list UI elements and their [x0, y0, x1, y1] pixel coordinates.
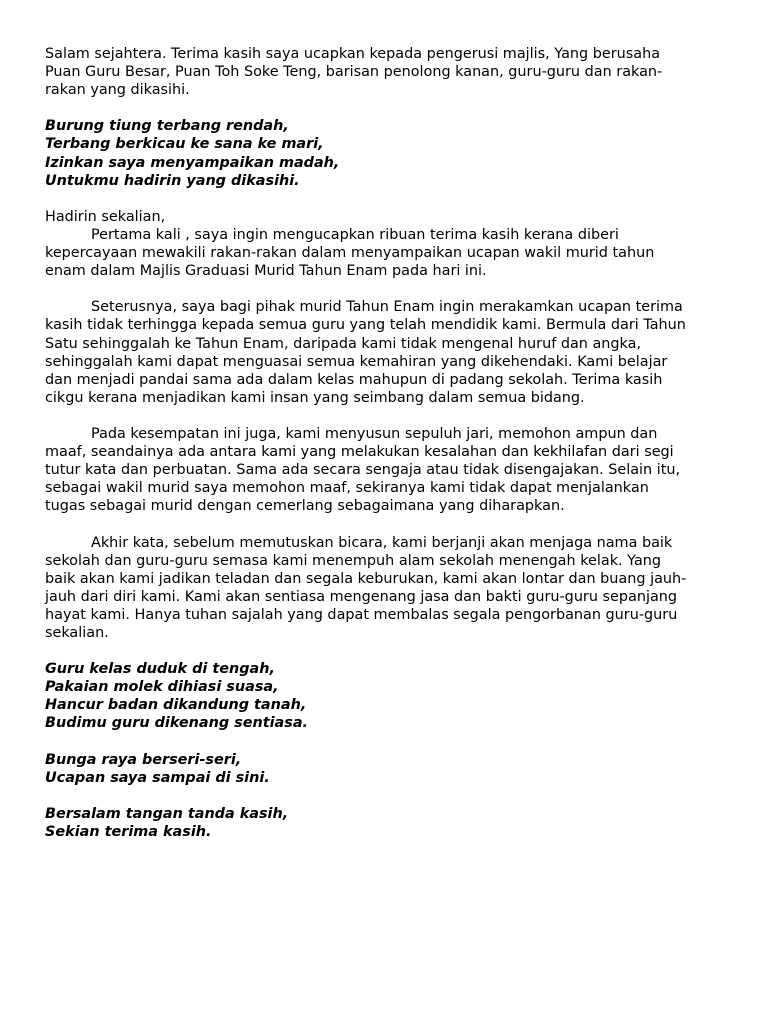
verse-line: Burung tiung terbang rendah,	[45, 118, 289, 135]
greeting-line: Hadirin sekalian,	[45, 208, 166, 225]
pantun-teacher	[45, 660, 725, 732]
text-line: rakan yang dikasihi.	[45, 82, 190, 99]
paragraph-apology	[45, 425, 725, 515]
text-line: Salam sejahtera. Terima kasih saya ucapkan kepada pengerusi majlis, Yang berusaha	[45, 46, 661, 62]
text-line: sehinggalah kami dapat menguasai semua kemahiran yang dikehendaki. Kami belajar	[45, 353, 668, 370]
verse-line: Budimu guru dikenang sentiasa.	[45, 715, 308, 732]
text-line: sekalian.	[45, 625, 109, 641]
text-line: maaf, seandainya ada antara kami yang melakukan kesalahan dan kekhilafan dari segi	[45, 444, 674, 461]
text-line: Puan Guru Besar, Puan Toh Soke Teng, barisan penolong kanan, guru-guru dan rakan-	[45, 64, 663, 81]
text-line: jauh dari diri kami. Kami akan sentiasa mengenang jasa dan bakti guru-guru sepanjang	[45, 588, 678, 605]
text-line: Pertama kali , saya ingin mengucapkan ribuan terima kasih kerana diberi	[91, 226, 619, 243]
verse-line: Terbang berkicau ke sana ke mari,	[45, 136, 324, 153]
paragraph-gratitude	[45, 298, 725, 407]
text-line: kepercayaan mewakili rakan-rakan dalam menyampaikan ucapan wakil murid tahun	[45, 245, 655, 262]
opening-paragraph	[45, 45, 725, 99]
paragraph-closing	[45, 534, 725, 643]
pantun-opening	[45, 117, 725, 189]
text-line: Pada kesempatan ini juga, kami menyusun sepuluh jari, memohon ampun dan	[91, 425, 658, 442]
verse-line: Pakaian molek dihiasi suasa,	[45, 679, 279, 696]
verse-line: Sekian terima kasih.	[45, 824, 212, 841]
pantun-ending	[45, 751, 725, 787]
verse-line: Izinkan saya menyampaikan madah,	[45, 154, 340, 171]
text-line: sebagai wakil murid saya memohon maaf, sekiranya kami tidak dapat menjalankan	[45, 480, 649, 497]
text-line: hayat kami. Hanya tuhan sajalah yang dapat membalas segala pengorbanan guru-guru	[45, 606, 678, 623]
verse-line: Guru kelas duduk di tengah,	[45, 661, 275, 678]
text-line: cikgu kerana menjadikan kami insan yang seimbang dalam semua bidang.	[45, 389, 585, 406]
text-line: dan menjadi pandai sama ada dalam kelas mahupun di padang sekolah. Terima kasih	[45, 371, 663, 388]
text-line: sekolah dan guru-guru semasa kami menempuh alam sekolah menengah kelak. Yang	[45, 552, 662, 569]
verse-line: Untukmu hadirin yang dikasihi.	[45, 172, 300, 189]
speech-document	[45, 45, 725, 859]
verse-line: Hancur badan dikandung tanah,	[45, 697, 307, 714]
text-line: tutur kata dan perbuatan. Sama ada secara sengaja atau tidak disengajakan. Selain itu,	[45, 462, 681, 479]
verse-line: Ucapan saya sampai di sini.	[45, 769, 270, 786]
text-line: Seterusnya, saya bagi pihak murid Tahun Enam ingin merakamkan ucapan terima	[91, 299, 683, 316]
verse-line: Bersalam tangan tanda kasih,	[45, 805, 289, 822]
text-line: Akhir kata, sebelum memutuskan bicara, kami berjanji akan menjaga nama baik	[91, 534, 673, 551]
pantun-farewell	[45, 805, 725, 841]
text-line: tugas sebagai murid dengan cemerlang sebagaimana yang diharapkan.	[45, 498, 565, 515]
text-line: baik akan kami jadikan teladan dan segala keburukan, kami akan lontar dan buang jauh-	[45, 570, 687, 587]
greeting-and-first-paragraph	[45, 208, 725, 280]
text-line: kasih tidak terhingga kepada semua guru yang telah mendidik kami. Bermula dari Tahun	[45, 317, 686, 334]
text-line: Satu sehinggalah ke Tahun Enam, daripada kami tidak mengenal huruf dan angka,	[45, 335, 642, 352]
verse-line: Bunga raya berseri-seri,	[45, 751, 242, 768]
text-line: enam dalam Majlis Graduasi Murid Tahun Enam pada hari ini.	[45, 263, 487, 280]
